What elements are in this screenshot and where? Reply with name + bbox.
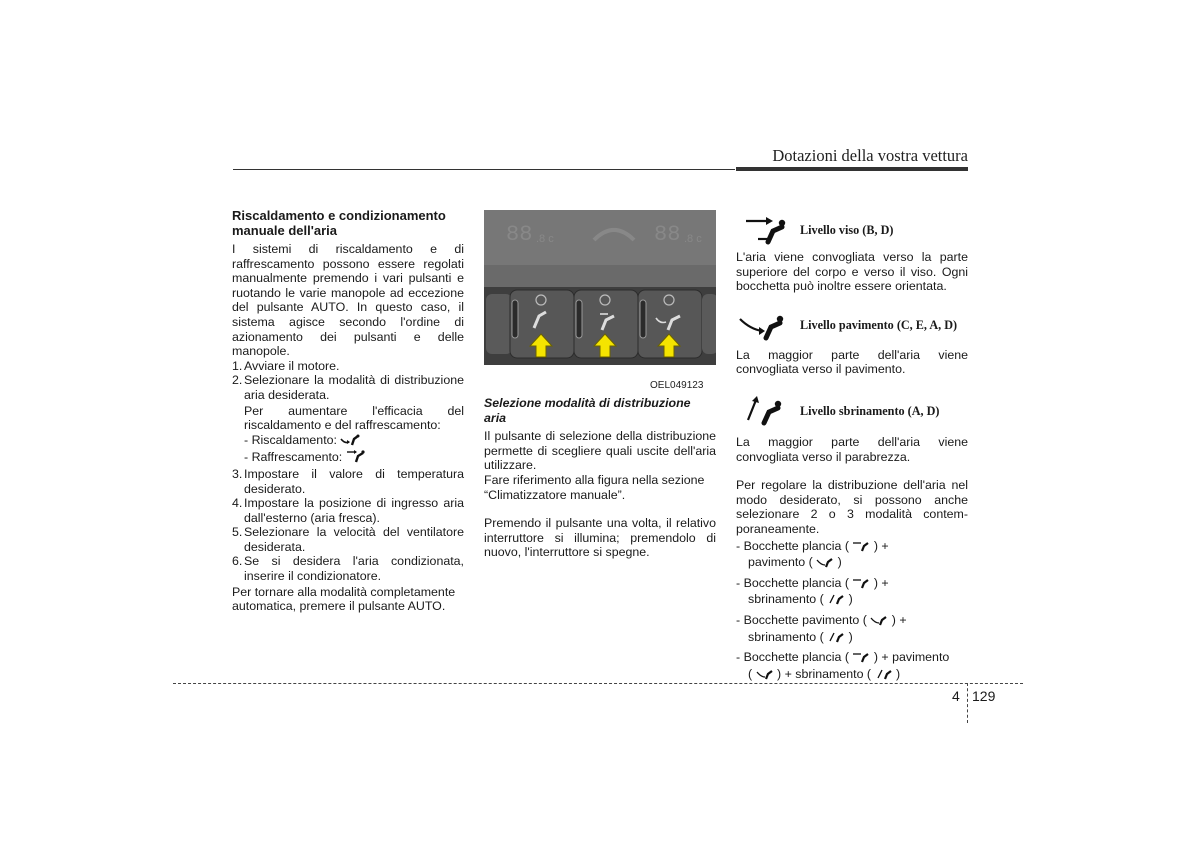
intro-paragraph: I sistemi di riscaldamento e di raffrescamento possono essere regolati manualmente premendo i vari pulsanti e ruotando le varie manopole ad eccezione del pulsante AUTO. In questo caso, il sistema agisce secondo l'ordine di azionamento dei pulsanti e delle manopole. <box>232 242 464 359</box>
combo-line <box>736 592 968 609</box>
column-middle <box>484 396 716 560</box>
face-icon <box>346 449 366 467</box>
floor-defrost-icon <box>340 434 360 450</box>
combo-text: ) + sbrinamento ( <box>777 666 872 681</box>
combo-text: ) + <box>891 612 907 627</box>
mode-face-label: Livello viso (B, D) <box>800 222 894 237</box>
list-number: 2. <box>232 373 243 388</box>
mode-floor-row <box>736 306 968 346</box>
heating-label: - Riscaldamento: <box>244 432 337 447</box>
list-item <box>232 496 464 525</box>
list-text: Selezionare la velocità del ventilatore desiderata. <box>244 525 464 554</box>
combo-line <box>736 613 968 630</box>
column-right <box>736 210 968 683</box>
floor-icon <box>756 668 774 684</box>
svg-text:88: 88 <box>506 222 533 247</box>
page-header-title: Dotazioni della vostra vettura <box>772 146 968 165</box>
mode-floor-label: Livello pavimento (C, E, A, D) <box>800 318 958 333</box>
combo-text: ) + <box>873 575 889 590</box>
mode-defrost-label: Livello sbrinamento (A, D) <box>800 403 940 418</box>
heating-line <box>232 433 464 450</box>
header-rule <box>233 169 735 170</box>
combo-text: ) <box>837 555 842 570</box>
combo-line <box>736 576 968 593</box>
svg-text:.8 c: .8 c <box>684 233 702 245</box>
outro-paragraph: Per tornare alla modalità completamente automatica, premere il pulsante AUTO. <box>232 584 456 614</box>
climate-panel-photo <box>484 210 716 365</box>
header-rule-thick <box>736 167 968 171</box>
list-text: Impostare il valore di temperatura desiderato. <box>244 466 464 496</box>
list-item <box>232 525 464 554</box>
combo-text: - Bocchette pavimento ( <box>736 612 867 627</box>
face-icon <box>852 577 870 593</box>
figure-caption: Selezione modalità di distribuzione aria <box>484 396 691 425</box>
floor-icon <box>870 614 888 630</box>
step2-note: Per aumentare l'efficacia del riscaldamento e del raffrescamento: <box>244 403 464 433</box>
list-item <box>232 359 464 374</box>
paragraph: Fare riferimento alla figura nella sezione “Climatizzatore manuale”. <box>484 472 705 502</box>
combo-text: sbrinamento ( <box>748 629 824 644</box>
defrost-icon <box>736 392 788 430</box>
list-number: 4. <box>232 496 243 511</box>
cooling-label: - Raffrescamento: <box>244 450 343 465</box>
list-text: Avviare il motore. <box>244 358 340 373</box>
combo-line <box>736 555 968 572</box>
combo-text: ) <box>848 592 853 607</box>
paragraph: Il pulsante di selezione della distribuzione permette di scegliere quali uscite dell'aria utilizzare. <box>484 429 716 473</box>
list-number: 1. <box>232 358 243 373</box>
face-icon <box>852 651 870 667</box>
svg-text:.8 c: .8 c <box>536 233 554 245</box>
defrost-icon <box>827 631 845 647</box>
footer-divider <box>967 683 968 723</box>
section-title: Riscaldamento e condizionamento manuale dell'aria <box>232 208 446 238</box>
chapter-number: 4 <box>952 688 960 704</box>
combo-line <box>736 630 968 647</box>
cooling-line <box>232 449 464 467</box>
mode-floor-description: La maggior parte dell'aria viene convogliata verso il pavimento. <box>736 347 968 377</box>
list-text: Impostare la posizione di ingresso aria dall'esterno (aria fresca). <box>244 496 464 525</box>
combo-text: ( <box>748 666 753 681</box>
combo-line <box>736 539 968 556</box>
combo-text: ) <box>895 666 901 681</box>
list-number: 6. <box>232 554 243 569</box>
combo-text: - Bocchette plancia ( <box>736 650 849 665</box>
paragraph: Premendo il pulsante una volta, il relativo interruttore si illumina; premendolo di nuovo, l'interruttore si spegne. <box>484 516 716 560</box>
list-number: 3. <box>232 466 243 481</box>
page-number: 129 <box>972 688 996 704</box>
face-icon <box>736 211 788 249</box>
combo-text: ) <box>848 629 853 644</box>
list-item <box>232 467 464 496</box>
combo-line <box>736 650 968 667</box>
face-icon <box>852 540 870 556</box>
mode-defrost-description: La maggior parte dell'aria viene convogliata verso il parabrezza. <box>736 434 968 464</box>
defrost-icon <box>827 593 845 609</box>
footer-rule <box>173 683 1023 684</box>
mode-face-description: L'aria viene convogliata verso la parte superiore del corpo e verso il viso. Ogni bocchetta può inoltre essere orientata. <box>736 250 968 294</box>
list-text: Se si desidera l'aria condizionata, inserire il condizionatore. <box>244 554 464 584</box>
combo-text: - Bocchette plancia ( <box>736 538 849 553</box>
combo-text: sbrinamento ( <box>748 592 824 607</box>
svg-text:88: 88 <box>654 222 681 247</box>
combo-text: ) + pavimento <box>873 650 950 665</box>
combo-text: pavimento ( <box>748 555 813 570</box>
list-text: Selezionare la modalità di distribuzione aria desiderata. <box>244 373 464 402</box>
defrost-icon <box>875 668 893 684</box>
list-item <box>232 554 464 583</box>
combo-text: ) + <box>873 538 889 553</box>
combo-intro: Per regolare la distribuzione dell'aria nel modo desiderato, si possono anche selezionare 2 o 3 modalità contem-poraneamente. <box>736 478 968 536</box>
mode-defrost-row <box>736 391 968 431</box>
column-left <box>232 208 464 614</box>
mode-face-row <box>736 210 968 250</box>
list-item <box>232 373 464 402</box>
combo-line <box>736 667 968 684</box>
floor-icon <box>816 556 834 572</box>
list-number: 5. <box>232 525 243 540</box>
combo-text: - Bocchette plancia ( <box>736 575 849 590</box>
image-code: OEL049123 <box>650 380 704 391</box>
floor-icon <box>736 307 788 345</box>
